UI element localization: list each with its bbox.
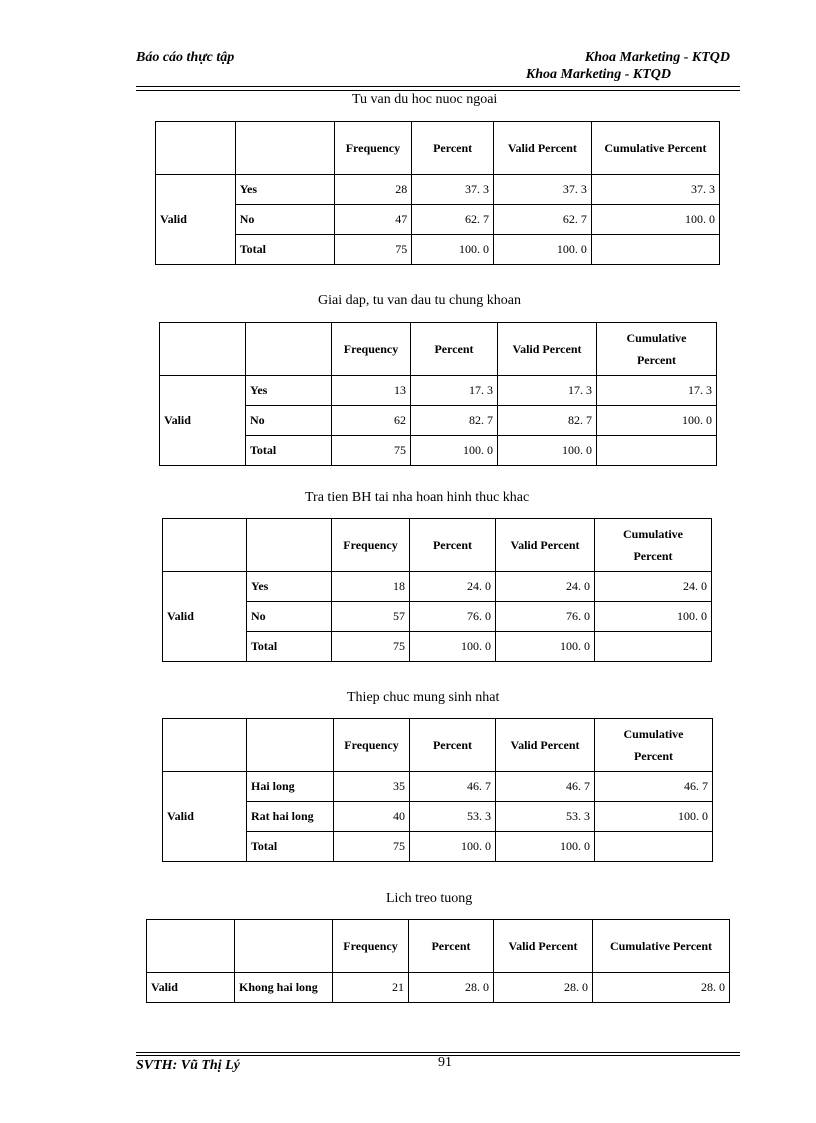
header-frequency: Frequency <box>332 323 411 376</box>
cell-valid-percent: 100. 0 <box>496 632 595 662</box>
header-cumulative-percent <box>597 323 717 376</box>
frequency-table <box>159 322 717 466</box>
table-title: Lich treo tuong <box>386 891 473 906</box>
cell-cumulative: 100. 0 <box>597 406 717 436</box>
cell-percent: 100. 0 <box>410 832 496 862</box>
cell-percent: 100. 0 <box>412 235 494 265</box>
corner-cell <box>147 920 235 973</box>
row-label: Total <box>235 235 334 265</box>
header-frequency: Frequency <box>332 519 410 572</box>
page-number: 91 <box>438 1055 452 1070</box>
cell-frequency: 75 <box>332 632 410 662</box>
header-percent: Percent <box>410 519 496 572</box>
cell-percent: 100. 0 <box>410 632 496 662</box>
cell-valid-percent: 17. 3 <box>498 376 597 406</box>
group-label: Valid <box>147 973 235 1003</box>
corner-cell <box>247 719 334 772</box>
cell-valid-percent: 100. 0 <box>493 235 591 265</box>
header-percent: Percent <box>411 323 498 376</box>
header-cumulative-line2: Percent <box>636 353 677 367</box>
header-cumulative-percent <box>595 719 713 772</box>
cell-cumulative: 46. 7 <box>595 772 713 802</box>
cell-percent: 17. 3 <box>411 376 498 406</box>
table-row <box>156 205 720 235</box>
cell-percent: 46. 7 <box>410 772 496 802</box>
cell-valid-percent: 28. 0 <box>494 973 593 1003</box>
table-title: Giai dap, tu van dau tu chung khoan <box>318 293 521 308</box>
cell-frequency: 75 <box>332 436 411 466</box>
header-cumulative-percent: Cumulative Percent <box>591 122 719 175</box>
header-cumulative-percent <box>595 519 712 572</box>
header-faculty-repeat: Khoa Marketing - KTQD <box>525 67 671 82</box>
table-row <box>163 772 713 802</box>
header-rule-thin <box>136 90 740 91</box>
cell-cumulative: 37. 3 <box>591 175 719 205</box>
cell-frequency: 28 <box>334 175 412 205</box>
table-row <box>163 572 712 602</box>
header-frequency: Frequency <box>334 719 410 772</box>
row-label: Total <box>246 436 332 466</box>
cell-percent: 62. 7 <box>412 205 494 235</box>
corner-cell <box>247 519 332 572</box>
header-cumulative-percent: Cumulative Percent <box>593 920 730 973</box>
group-label: Valid <box>160 376 246 466</box>
row-label: No <box>235 205 334 235</box>
header-cumulative-line1: Cumulative <box>623 727 684 741</box>
row-label: Rat hai long <box>247 802 334 832</box>
frequency-table <box>162 518 712 662</box>
cell-cumulative: 24. 0 <box>595 572 712 602</box>
header-cumulative-line2: Percent <box>633 749 674 763</box>
corner-cell <box>163 519 247 572</box>
cell-percent: 76. 0 <box>410 602 496 632</box>
cell-frequency: 57 <box>332 602 410 632</box>
corner-cell <box>156 122 236 175</box>
row-label: Yes <box>247 572 332 602</box>
frequency-table <box>162 718 713 862</box>
cell-cumulative: 100. 0 <box>595 802 713 832</box>
cell-percent: 53. 3 <box>410 802 496 832</box>
corner-cell <box>235 920 333 973</box>
header-valid-percent: Valid Percent <box>493 122 591 175</box>
group-label: Valid <box>163 772 247 862</box>
header-cumulative-line2: Percent <box>633 549 673 563</box>
frequency-table <box>155 121 720 265</box>
table-title: Tu van du hoc nuoc ngoai <box>352 92 498 107</box>
cell-valid-percent: 100. 0 <box>496 832 595 862</box>
cell-cumulative: 100. 0 <box>595 602 712 632</box>
frequency-table <box>146 919 730 1003</box>
cell-frequency: 47 <box>334 205 412 235</box>
cell-percent: 100. 0 <box>411 436 498 466</box>
row-label: No <box>246 406 332 436</box>
cell-valid-percent: 24. 0 <box>496 572 595 602</box>
cell-cumulative: 17. 3 <box>597 376 717 406</box>
cell-valid-percent: 62. 7 <box>493 205 591 235</box>
header-cumulative-line1: Cumulative <box>626 331 687 345</box>
header-valid-percent: Valid Percent <box>494 920 593 973</box>
cell-cumulative <box>595 832 713 862</box>
row-label: Yes <box>246 376 332 406</box>
cell-frequency: 75 <box>334 235 412 265</box>
cell-percent: 82. 7 <box>411 406 498 436</box>
table-row <box>160 376 717 406</box>
corner-cell <box>246 323 332 376</box>
header-frequency: Frequency <box>334 122 412 175</box>
header-percent: Percent <box>409 920 494 973</box>
table-title: Tra tien BH tai nha hoan hinh thuc khac <box>305 490 530 505</box>
header-valid-percent: Valid Percent <box>496 519 595 572</box>
row-label: Hai long <box>247 772 334 802</box>
cell-percent: 28. 0 <box>409 973 494 1003</box>
row-label: Yes <box>235 175 334 205</box>
cell-cumulative <box>591 235 719 265</box>
header-percent: Percent <box>410 719 496 772</box>
group-label: Valid <box>156 175 236 265</box>
row-label: Total <box>247 632 332 662</box>
cell-frequency: 62 <box>332 406 411 436</box>
table-title: Thiep chuc mung sinh nhat <box>347 690 500 705</box>
footer-author: SVTH: Vũ Thị Lý <box>136 1058 240 1073</box>
corner-cell <box>160 323 246 376</box>
header-cumulative-line1: Cumulative <box>623 527 683 541</box>
header-rule <box>136 86 740 87</box>
cell-frequency: 40 <box>334 802 410 832</box>
cell-valid-percent: 37. 3 <box>493 175 591 205</box>
cell-frequency: 13 <box>332 376 411 406</box>
row-label: No <box>247 602 332 632</box>
cell-cumulative <box>595 632 712 662</box>
header-percent: Percent <box>412 122 494 175</box>
table-row <box>147 973 730 1003</box>
group-label: Valid <box>163 572 247 662</box>
header-report-title: Báo cáo thực tập <box>136 50 235 65</box>
cell-valid-percent: 82. 7 <box>498 406 597 436</box>
cell-frequency: 75 <box>334 832 410 862</box>
footer-rule-thin <box>136 1052 740 1053</box>
cell-percent: 24. 0 <box>410 572 496 602</box>
table-row <box>156 175 720 205</box>
cell-valid-percent: 46. 7 <box>496 772 595 802</box>
cell-frequency: 35 <box>334 772 410 802</box>
header-valid-percent: Valid Percent <box>498 323 597 376</box>
cell-valid-percent: 53. 3 <box>496 802 595 832</box>
cell-cumulative: 28. 0 <box>593 973 730 1003</box>
cell-frequency: 18 <box>332 572 410 602</box>
header-valid-percent: Valid Percent <box>496 719 595 772</box>
cell-cumulative: 100. 0 <box>591 205 719 235</box>
corner-cell <box>163 719 247 772</box>
cell-percent: 37. 3 <box>412 175 494 205</box>
row-label: Total <box>247 832 334 862</box>
header-frequency: Frequency <box>333 920 409 973</box>
cell-frequency: 21 <box>333 973 409 1003</box>
cell-cumulative <box>597 436 717 466</box>
corner-cell <box>235 122 334 175</box>
cell-valid-percent: 76. 0 <box>496 602 595 632</box>
header-faculty: Khoa Marketing - KTQD <box>584 50 730 65</box>
cell-valid-percent: 100. 0 <box>498 436 597 466</box>
row-label: Khong hai long <box>235 973 333 1003</box>
table-row <box>156 235 720 265</box>
